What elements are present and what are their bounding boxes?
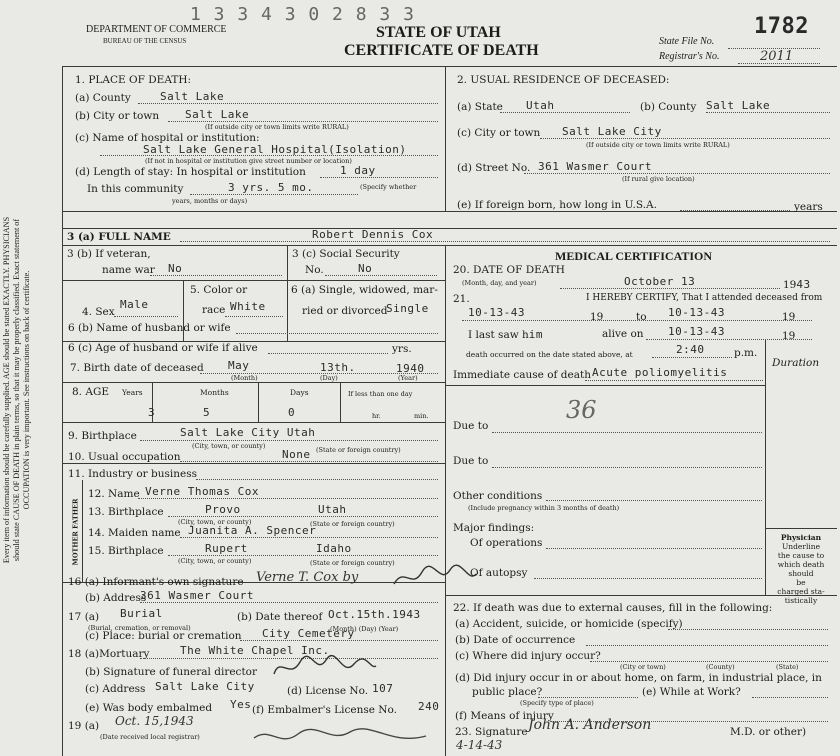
father-birth-state: Utah [318,503,347,516]
race: White [230,300,266,313]
last-seen-alive: 10-13-43 [668,325,725,338]
license-number: 107 [372,682,394,695]
full-name: Robert Dennis Cox [312,228,434,241]
burial-date: Oct.15th.1943 [328,608,421,621]
age-months: 5 [203,406,211,419]
veteran-war: No [168,262,183,275]
date-received: Oct. 15,1943 [115,714,194,728]
frame-left [62,66,63,756]
funeral-director-signature [270,652,380,682]
burial-place: City Cemetery [262,627,355,640]
file-no-label: State File No. [659,36,715,47]
cause-code: 36 [566,396,597,424]
attended-from: 10-13-43 [468,306,525,319]
birthplace: Salt Lake City Utah [180,426,316,439]
registrar-label: Registrar's No. [659,51,720,62]
residence-street: 361 Wasmer Court [538,160,652,173]
last-saw-pronoun: im [528,328,544,341]
time-of-death: 2:40 [676,343,705,356]
embalmed: Yes [230,698,252,711]
occupation: None [282,448,311,461]
funeral-director-address: Salt Lake City [155,680,255,693]
mother-father-label: MOTHER FATHER [71,498,80,566]
file-number-stamp: 1782 [754,14,809,39]
informant-address: 361 Wasmer Court [140,589,254,602]
death-year: 43 [796,278,811,291]
residence-heading: 2. USUAL RESIDENCE OF DECEASED: [457,74,670,86]
birth-day: 13th. [320,361,356,374]
immediate-cause: Acute poliomyelitis [592,366,728,379]
marital-status: Single [386,302,429,315]
age-days: 0 [288,406,296,419]
age-years: 3 [148,406,156,419]
physician-note: Physician Underline the cause to which death should be charged sta- tistically [777,533,825,605]
father-name: Verne Thomas Cox [145,485,259,498]
date-of-death: October 13 [624,275,696,288]
medical-heading: MEDICAL CERTIFICATION [555,249,713,263]
page-title: CERTIFICATE OF DEATH [344,42,539,59]
embalmer-license: 240 [418,700,440,713]
registrar-no: 2011 [760,49,794,64]
residence-state: Utah [526,99,555,112]
social-security: No [358,262,373,275]
informant-signature-scrawl [390,564,480,592]
frame-top [62,66,837,67]
residence-city: Salt Lake City [562,125,662,138]
death-county: Salt Lake [160,90,225,103]
state-title: STATE OF UTAH [376,24,501,41]
serial-number: 1 3 3 4 3 0 2 8 3 3 [190,4,415,25]
mortuary: The White Chapel Inc. [180,644,330,657]
birth-month: May [228,359,250,372]
death-city: Salt Lake [185,108,250,121]
community-stay: 3 yrs. 5 mo. [228,181,314,194]
informant-signature: Verne T. Cox by [256,570,359,585]
physician-signature: John A. Anderson [528,717,652,733]
bureau-label: BUREAU OF THE CENSUS [103,37,187,45]
stay-length: 1 day [340,164,376,177]
mother-birth-city: Rupert [205,542,248,555]
mother-birth-state: Idaho [316,542,352,555]
mother-maiden-name: Juanita A. Spencer [188,524,317,537]
place-of-death-heading: 1. PLACE OF DEATH: [75,74,192,86]
dept-label: DEPARTMENT OF COMMERCE [86,24,227,35]
death-hospital: Salt Lake General Hospital(Isolation) [143,143,407,156]
father-birth-city: Provo [205,503,241,516]
sex: Male [120,298,149,311]
disposition: Burial [120,607,163,620]
side-instructions: Every item of information should be carefully supplied. AGE should be stated EXACTLY. PHYSICIANS should state CAUSE OF DEATH in plain terms, so that it may be properly classified. Exact statement of OCCUPATION is very important. See instructions on back of certificate. [2,216,31,564]
birth-year: 1940 [396,362,425,375]
registrar-signature [250,722,430,752]
attended-to: 10-13-43 [668,306,725,319]
residence-county: Salt Lake [706,99,771,112]
signature-date: 4-14-43 [456,738,503,752]
